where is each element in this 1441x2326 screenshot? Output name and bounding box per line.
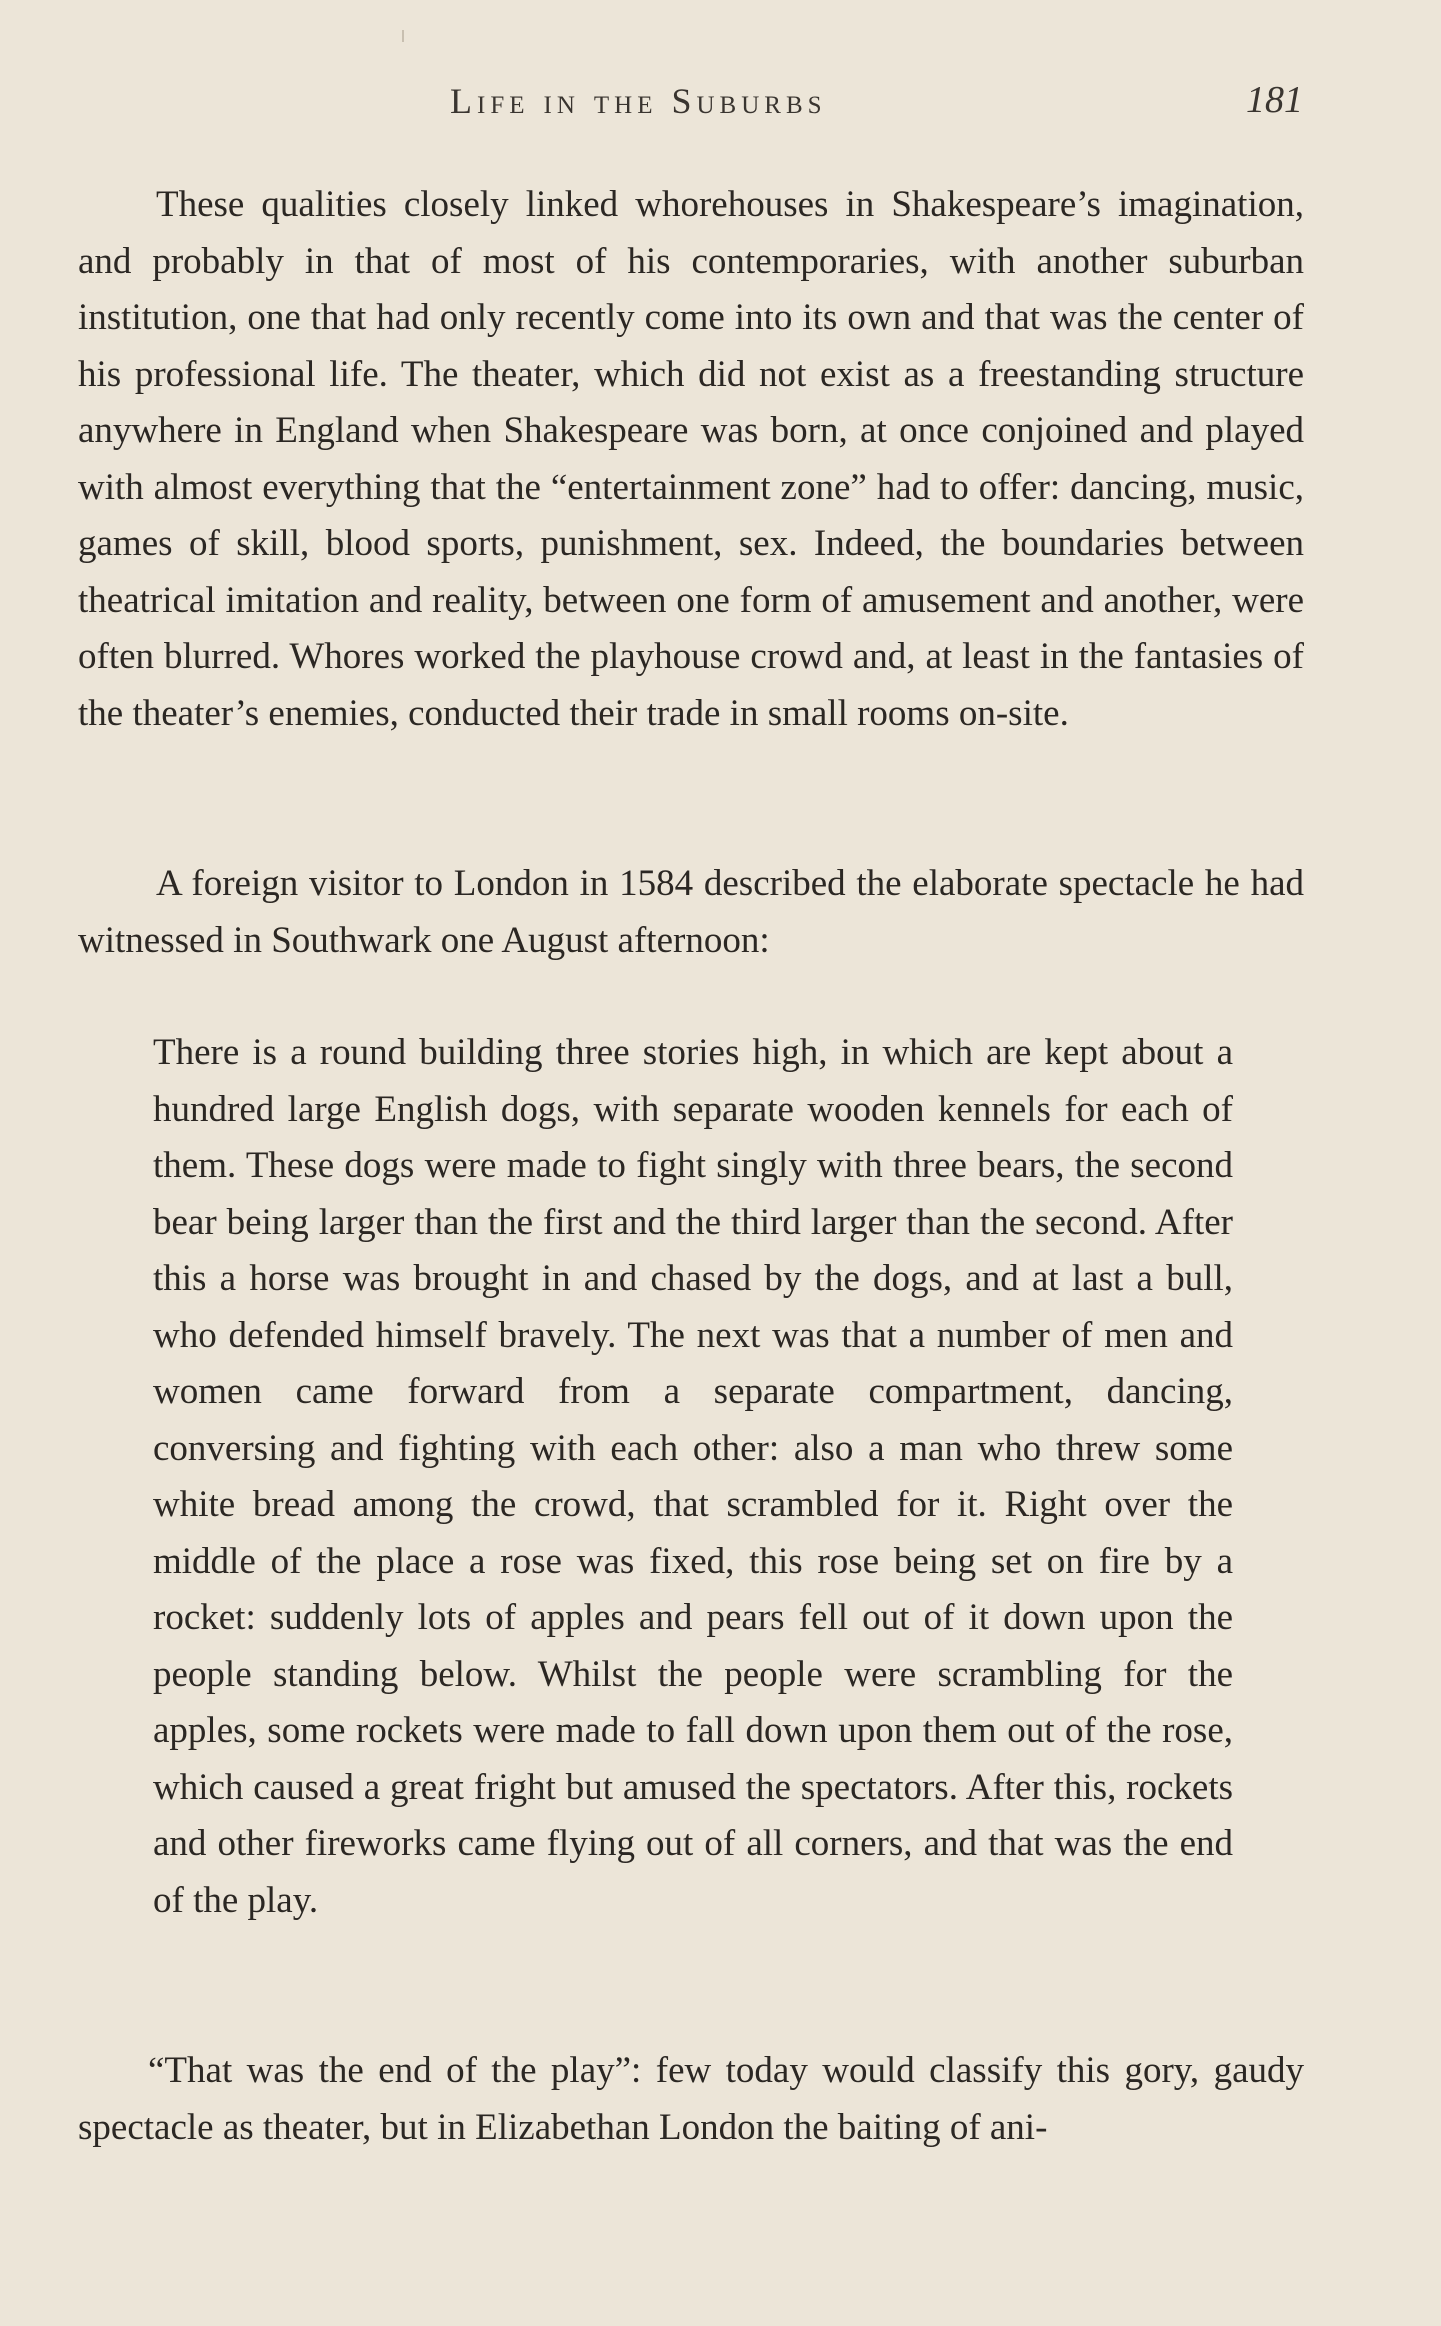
page-number: 181 [1246,79,1303,121]
page-mark [402,30,404,42]
paragraph: A foreign visitor to London in 1584 described the elaborate spectacle he had witnessed in Southwark one August afternoon: [78,863,1304,961]
paragraph: “That was the end of the play”: few today would classify this gory, gaudy spectacle as theater, but in Elizabethan London the baiting of ani- [78,2050,1304,2148]
paragraph: These qualities closely linked whorehouses in Shakespeare’s imagination, and probably in that of most of his contemporaries, with another suburban institution, one that had only recently come into its own and that was the center of his professional life. The theater, which did not exist as a freestanding structure anywhere in England when Shakespeare was born, at once conjoined and played with almost everything that the “entertainment zone” had to offer: dancing, music, games of skill, blood sports, punishment, sex. Indeed, the boundaries between theatrical imitation and reality, between one form of amusement and another, were often blurred. Whores worked the playhouse crowd and, at least in the fantasies of the theater’s enemies, conducted their trade in small rooms on-site. [78,184,1304,734]
running-head [0,80,1441,130]
block-quote: There is a round building three stories high, in which are kept about a hundred large English dogs, with separate wooden kennels for each of them. These dogs were made to fight singly with three bears, the second bear being larger than the first and the third larger than the second. After this a horse was brought in and chased by the dogs, and at last a bull, who defended himself bravely. The next was that a number of men and women came forward from a separate compartment, dancing, conversing and fighting with each other: also a man who threw some white bread among the crowd, that scrambled for it. Right over the middle of the place a rose was fixed, this rose being set on fire by a rocket: suddenly lots of apples and pears fell out of it down upon the people standing below. Whilst the people were scrambling for the apples, some rockets were made to fall down upon them out of the rose, which caused a great fright but amused the spectators. After this, rockets and other fireworks came flying out of all corners, and that was the end of the play. [153,1032,1233,1921]
running-title: Life in the Suburbs [450,81,827,121]
